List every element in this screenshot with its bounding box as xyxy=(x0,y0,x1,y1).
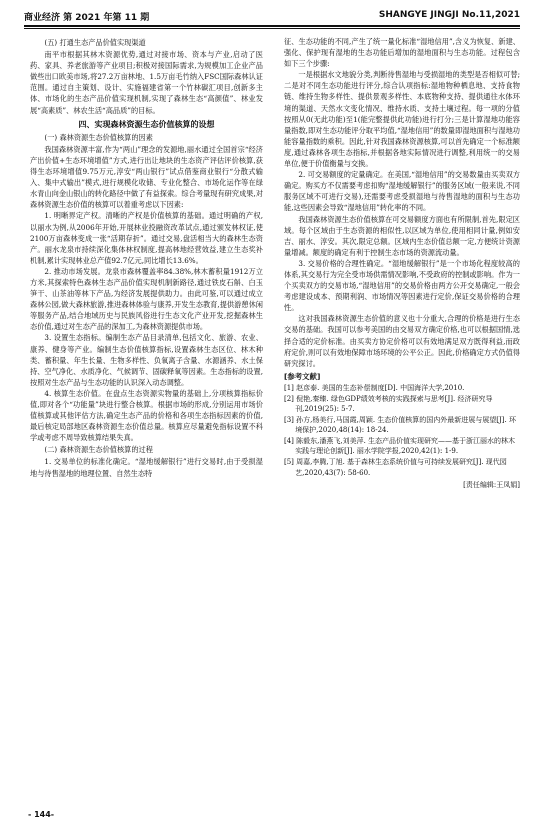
paragraph: 一是根据水文地貌分类,判断待售湿地与受损湿地的类型是否相似可替;二是对不同生态功能进行评分,综合认项指标:湿地物种栖息地、支持食物链、维持生物多样性、提供景观多样性、本底物种支持、提供通往水体环境的渠道、天然水文变化情况、维持水质、支持土壤过程。每一项的分值按照从0(无此功能)至1(能完整提供此功能)进行打分;三是计算湿地功能容量指数,即对生态功能评分取平均值,“湿地信用”的数量即湿地面积与湿地功能容量指数的乘积。因此,针对我国森林资源核算,可以首先确定一个标准额度,通过森林各项生态指标,并根据各地实际情况进行调整,利用统一的交易单位,便于价值衡量与交换。 xyxy=(284,70,520,169)
reference-list xyxy=(284,383,520,478)
responsible-editor: [责任编辑:王凤娟] xyxy=(463,481,520,490)
paragraph: 3. 交易价格的合理性确定。“湿地缓解银行”是一个市场化程度较高的体系,其交易行为完全受市场供需情况影响,不受政府的控制或影响。作为一个买卖双方的交易市场,“湿地信用”的交易价格由两方公开交易确定,一般会考虑建设成本、预期利润、市场情况等因素进行定价,保证交易价格的合理性。 xyxy=(284,258,520,313)
reference-item: [5] 周嘉,李腾,丁旭. 基于森林生态系统价值与可持续发展研究[J]. 现代园艺,2020,43(7): 58-60. xyxy=(284,458,507,477)
subsection-heading: (一) 森林资源生态价值核算的因素 xyxy=(44,132,153,142)
paragraph: 3. 设置生态指标。编制生态产品目录清单,包括文化、旅游、农业、康养、健身等产业。编制生态价值核算指标,设置森林生态区位、林木种类、蓄积量、年生长量、生物多样性、负氧离子含量、水源涵养、水土保持、空气净化、水质净化、气候调节、固碳释氧等因素。生态指标的设置,按照对生态产品与生态功能的认识深入动态调整。 xyxy=(30,333,263,387)
paragraph: 我国森林资源丰富,作为“两山”理念的发源地,丽水通过全国首宗“经济产出价值+生态环境增值”方式,进行出让地块的生态资产评估评价核算,获得生态环境增值9.75万元,淳安“两山银行”试点借鉴商业银行“分散式输入、集中式输出”模式,进行规模化收储、专业化整合、市场化运作等在绿水青山向金山银山的转化路径中做了有益探索。综合考量现有研究成果,对森林资源生态价值的核算可以着重考虑以下因素: xyxy=(30,144,263,210)
subsection-heading: (五) 打通生态产品价值实现渠道 xyxy=(44,38,146,47)
reference-item: [3] 孙方,杨美行,马国霞,周颖. 生态价值核算的国内外最新进展与展望[J]. 环境保护,2020,48(14): 18-24. xyxy=(284,415,516,435)
paragraph: 我国森林资源生态价值核算在可交易额度方面也有所限制,首先,限定区域。每个区域由于生态资源的相似性,以区域为单位,使用相同计量,例如安吉、丽水、淳安。其次,限定总额。区域内生态价值总额一定,方便统计资源量增减。额度的确定有利于控制生态市场的资源流动量。 xyxy=(284,214,520,257)
reference-item: [1] 赵彦泰. 美国的生态补偿制度[D]. 中国海洋大学,2010. xyxy=(284,383,465,392)
reference-item: [2] 倪艳,秦臻. 绿色GDP绩效考核的实践探索与思考[J]. 经济研究导刊,2019(25): 5-7. xyxy=(284,394,493,414)
journal-info: 商业经济 第 2021 年第 11 期 xyxy=(24,13,150,23)
reference-item: [4] 陈毅东,潘燕飞,刘美萍. 生态产品价值实现研究——基于浙江丽水的林木实践与理论创新[J]. 丽水学院学报,2020,42(1): 1-9. xyxy=(284,436,516,456)
left-column xyxy=(30,36,263,479)
running-header xyxy=(24,10,520,24)
paragraph: 南平市根据其林木资源优势,通过对接市场、资本与产业,启动了医药、家具、养老旅游等产业项目;积极对接国际需求,为规模加工企业产品做些出口欧美市场,将27.2万亩林地、1.5万亩毛竹纳入FSC国际森林认证范围。通过自主策划、设计、实施福建省第一个竹林碳汇项目,创新多主体、市场化的生态产品价值实现机制,实现了森林生态“高颜值”、林业发展“高素质”、林农生活“高品质”的目标。 xyxy=(30,50,263,115)
page-number: - 144- xyxy=(28,810,55,819)
subsection-heading: (二) 森林资源生态价值核算的过程 xyxy=(44,445,153,455)
paragraph: 4. 核算生态价值。在盘点生态资源实物量的基础上,分项核算指标价值,即对各个“功能量”块进行整合核算。根据市场的形成,分别运用市场价值核算或其他评估方法,确定生态产品的价格和各项生态指标因素的价值,最后核定局部地区森林资源生态价值总量。核算应尽量避免指标设置不科学或考虑不周导致核算结果失真。 xyxy=(30,388,263,443)
paragraph: 这对我国森林资源生态价值的意义也十分重大,合理的价格是进行生态交易的基础。我国可以参考美国的由交易双方确定价格,也可以根据国情,选择合适的定价标准。由买卖方协定价格可以有效地满足双方既得利益,而政府定价,则可以有效地保障市场环境的公平公正。因此,价格确定方式仍值得研究探讨。 xyxy=(284,314,520,368)
paragraph: 2. 可交易额度的定量确定。在美国,“湿地信用”的交易数量由买卖双方确定。购买方不仅需要考虑扣购“湿地缓解银行”的服务区域(一般来说,不同服务区域不可进行交易),还需要考虑受损湿地与待售湿地的面积与生态功能,这些因素会导致“湿地信用”转化率的不同。 xyxy=(284,170,520,213)
right-column xyxy=(284,36,520,491)
header-rule xyxy=(24,25,520,27)
journal-english-title: SHANGYE JINGJI No.11,2021 xyxy=(378,10,520,20)
section-heading: 四、实现森林资源生态价值核算的设想 xyxy=(78,119,215,129)
paragraph: 2. 推动市场发展。龙泉市森林覆盖率84.38%,林木蓄积量1912万立方米,其探索特色森林生态产品价值实现机制新路径,通过铁皮石斛、白玉笋干、山茶油等林下产品,为经济发展提供助力。由此可鉴,可以通过成立森林公园,做大森林旅游,推进森林体验与康养,开发生态教育,提供游憩休闲等服务产品,结合地域历史与民族风俗进行生态文化产业开发,挖掘森林生态价值,通过对生态产品的深加工,为森林资源提供市场。 xyxy=(30,266,263,332)
paragraph: 1. 交易单位的标准化确定。“湿地缓解银行”进行交易时,由于受损湿地与待售湿地的地理位置、自然生态特 xyxy=(30,457,263,478)
references-heading: [参考文献] xyxy=(284,371,321,381)
paragraph: 1. 明晰界定产权。清晰的产权是价值核算的基础。通过明确的产权,以丽水为例,从2006年开始,开展林业投融资改革试点,通过颁发林权证,使2100万亩森林变成一张“活期存折”。通过交易,盘活相当大的森林生态资产。丽水龙泉市持续深化集体林权制度,提高林地经营效益,建立生态奖补机制,累计实现林业总产值92.7亿元,同比增长13.6%。 xyxy=(30,211,263,265)
header-rule-thin xyxy=(24,28,520,29)
paragraph: 征、生态功能的不同,产生了统一量化标准“湿地信用”,含义为恢复、新建、强化、保护现有湿地的生态功能后增加的湿地面积与生态功能。过程包含如下三个步骤: xyxy=(284,37,520,69)
